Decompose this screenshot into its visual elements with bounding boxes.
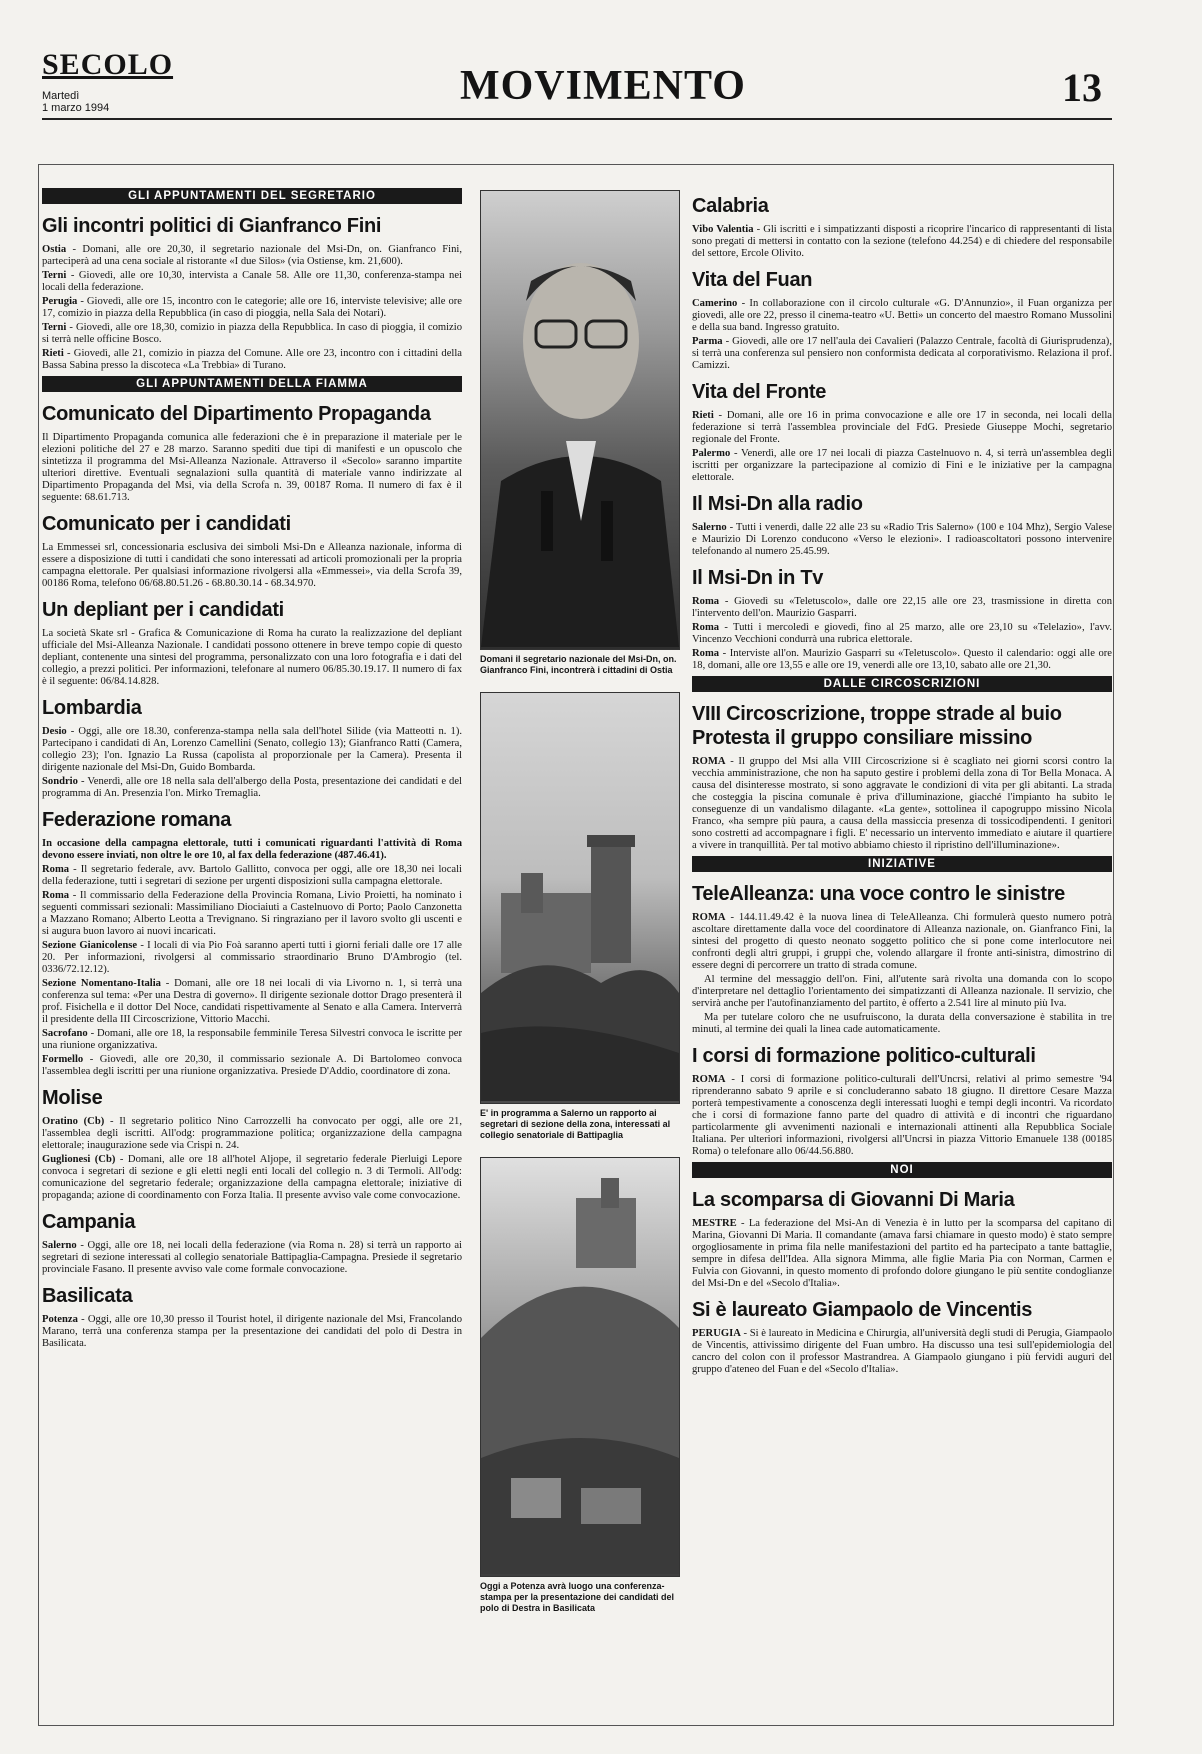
paragraph: [42, 940, 462, 976]
paragraph-lead: Roma: [692, 622, 720, 633]
paragraph-lead: Salerno: [692, 522, 727, 533]
paragraph: [42, 270, 462, 294]
paragraph-lead: Sacrofano: [42, 1028, 88, 1039]
paragraph: [692, 974, 1112, 1010]
article-title: Comunicato del Dipartimento Propaganda: [42, 403, 431, 425]
portrait-illustration: [481, 191, 679, 647]
paragraph-lead: Rieti: [42, 348, 64, 359]
paragraph-lead: Desio: [42, 726, 67, 737]
article-title: Vita del Fuan: [692, 269, 813, 291]
paragraph-lead: Salerno: [42, 1240, 77, 1251]
article-title: TeleAlleanza: una voce contro le sinistre: [692, 883, 1066, 905]
article-body: [692, 1218, 1112, 1290]
article-title: I corsi di formazione politico-culturali: [692, 1045, 1036, 1067]
paragraph-lead: Potenza: [42, 1314, 78, 1325]
paragraph-lead: Roma: [692, 596, 720, 607]
paragraph-lead: Oratino (Cb): [42, 1116, 105, 1127]
paragraph-lead: Sezione Nomentano-Italia: [42, 978, 161, 989]
article-body: [692, 522, 1112, 558]
paragraph: [692, 912, 1112, 972]
paragraph: [42, 726, 462, 774]
article-title: Il Msi-Dn in Tv: [692, 567, 824, 589]
page-number: 13: [1062, 65, 1102, 110]
section-bar: GLI APPUNTAMENTI DELLA FIAMMA: [42, 376, 462, 392]
paragraph-lead: Rieti: [692, 410, 714, 421]
paragraph-text: - Giovedì, alle ore 15, incontro con le categorie; alle ore 16, interviste televisive; alle ore 17, comizio in piazza della Repubblica (in caso di pioggia, nella Sala dei Notari).: [42, 296, 462, 319]
paragraph: [42, 348, 462, 372]
paragraph: [692, 648, 1112, 672]
right-column: [692, 186, 1112, 1716]
paragraph-lead: Parma: [692, 336, 723, 347]
paragraph: [42, 890, 462, 938]
photo-caption: Domani il segretario nazionale del Msi-Dn, on. Gianfranco Fini, incontrerà i cittadini di Ostia: [480, 654, 677, 675]
paragraph-text: - Venerdì, alle ore 17 nei locali di piazza Castelnuovo n. 4, si terrà un'assemblea degli iscritti per organizzare la partecipazione al comizio di Fini e le iniziative per la campagna elettorale.: [692, 448, 1112, 483]
paragraph-lead: Roma: [692, 648, 720, 659]
paragraph: [42, 1240, 462, 1276]
article-body: [692, 756, 1112, 852]
paragraph-text: - Giovedì, alle ore 17 nell'aula dei Cavalieri (Palazzo Centrale, facoltà di Giurisprudenza), si terrà una conferenza sul pensiero non conformista dedicata al corporativismo. Relaziona il prof. Camizzi.: [692, 336, 1112, 371]
paragraph-lead: Formello: [42, 1054, 84, 1065]
issue-date: 1 marzo 1994: [42, 102, 110, 114]
article-text: La Emmessei srl, concessionaria esclusiva dei simboli Msi-Dn e Alleanza nazionale, informa di essere a disposizione di tutti i candidati che sono interessati ad articoli promozionali per la propria campagna elettorale. Per qualsiasi informazione rivolgersi alla «Emmessei», via della Scrofa 39, 00186 Roma, telefono 06/68.80.51.26 - 68.80.30.14 - 68.34.970.: [42, 542, 462, 589]
article-body: [42, 864, 462, 1078]
paragraph-text: - Oggi, alle ore 10,30 presso il Tourist hotel, il dirigente nazionale del Msi, Francolando Marano, terrà una conferenza stampa per la presentazione dei candidati del polo di Destra in Basilicata.: [42, 1314, 462, 1349]
paragraph: [692, 1074, 1112, 1158]
paragraph-text: - Il gruppo del Msi alla VIII Circoscrizione si è scagliato nei giorni scorsi contro la vecchia amministrazione, che non ha saputo gestire i problemi della zona di Tor Bella Monaca. A causa del disinteresse mostrato, si sono aggravate le condizioni di vita per gli abitanti. La strada che costeggia la piscina comunale è priva d'illuminazione, giacché l'impianto ha subito le conseguenze di un vandalismo dilagante. «La gente», sottolinea il capogruppo missino Nicola Franco, «ha sempre più paura, a causa della massiccia presenza di tossicodipendenti. I genitori sono costretti ad accompagnare i figli. E' necessario un intervento immediato e aiutare il quartiere a vivere in tranquillità. Per tal motivo abbiamo chiesto il ripristino dell'illuminazione».: [692, 756, 1112, 851]
article-title: VIII Circoscrizione, troppe strade al buio Protesta il gruppo consiliare missino: [692, 703, 1062, 749]
paragraph: [692, 224, 1112, 260]
article-body: [42, 726, 462, 800]
paragraph-text: - Tutti i venerdì, dalle 22 alle 23 su «Radio Tris Salerno» (100 e 104 Mhz), Sergio Valese e Maurizio Di Lorenzo conducono «Verso le elezioni». I radioascoltatori possono intervenire telefonando al numero 25.45.99.: [692, 522, 1112, 557]
paragraph: [42, 978, 462, 1026]
paragraph-lead: Sezione Gianicolense: [42, 940, 138, 951]
paragraph-lead: Perugia: [42, 296, 78, 307]
paragraph: [42, 296, 462, 320]
article-body: [42, 1116, 462, 1202]
left-column: [42, 184, 462, 1714]
paragraph-lead: Sondrio: [42, 776, 78, 787]
article-body: [692, 1074, 1112, 1158]
section-bar: NOI: [692, 1162, 1112, 1178]
paragraph-text: - Interviste all'on. Maurizio Gasparri su «Teletuscolo». Questo il calendario: oggi alle ore 18, domani, alle ore 13,55 e alle ore 19, venerdì alle ore 13,10, sabato alle ore 21,30.: [692, 648, 1112, 671]
article-title: Federazione romana: [42, 809, 232, 831]
article-body: [692, 596, 1112, 672]
paragraph-text: - Giovedì su «Teletuscolo», dalle ore 22,15 alle ore 23, trasmissione in diretta con l'intervento dell'on. Maurizio Gasparri.: [692, 596, 1112, 619]
article-body: [42, 1240, 462, 1276]
paragraph-text: - I locali di via Pio Foà saranno aperti tutti i giorni feriali dalle ore 17 alle 20. Per informazioni, rivolgersi al commissario straordinario Bruno D'Ambrogio (tel. 0336/72.12.12).: [42, 940, 462, 975]
paragraph-lead: Vibo Valentia: [692, 224, 754, 235]
article-body: [692, 298, 1112, 372]
paragraph-lead: Roma: [42, 890, 70, 901]
paragraph-text: - Giovedì, alle ore 20,30, il commissario sezionale A. Di Bartolomeo convoca l'assemblea degli iscritti per una riunione organizzativa. Presiede D'Addio, coordinatore di zona.: [42, 1054, 462, 1077]
paragraph-text: - Domani, alle ore 18 nei locali di via Livorno n. 1, si terrà una conferenza sul tema: «Per una Destra di governo». Il dirigente sezionale dottor Drago presenterà il prof. Fisichella e il dottor Del Noce, candidati rispettivamente al Senato e alla Camera. Interverrà il presidente della III Circoscrizione, Vittorio Macchi.: [42, 978, 462, 1025]
paragraph-text: - Domani, alle ore 20,30, il segretario nazionale del Msi-Dn, on. Gianfranco Fini, parteciperà ad una cena sociale al ristorante «I due Silos» (via Ostiense, km. 21,600).: [42, 244, 462, 267]
paragraph: [692, 1328, 1112, 1376]
article-title: Molise: [42, 1087, 103, 1109]
paragraph-lead: Palermo: [692, 448, 731, 459]
paragraph-lead: Roma: [42, 864, 70, 875]
paragraph: [42, 1054, 462, 1078]
paragraph: [692, 622, 1112, 646]
article-title: Lombardia: [42, 697, 142, 719]
paragraph-lead: ROMA: [692, 1074, 726, 1085]
weekday: Martedì: [42, 90, 80, 102]
paragraph-text: - Domani, alle ore 16 in prima convocazione e alle ore 17 in seconda, nei locali della federazione si terrà l'assemblea provinciale del FdG. Presiede Giuseppe Mochi, segretario regionale del Fronte.: [692, 410, 1112, 445]
article-text: Il Dipartimento Propaganda comunica alle federazioni che è in preparazione il materiale per le elezioni politiche del 27 e 28 marzo. Saranno spediti due tipi di manifesti e un opuscolo che sintetizza il programma del Msi-Alleanza Nazionale. Attraverso il «Secolo» saranno impartite ulteriori direttive. Eventuali segnalazioni sulla quantità di materiale vanno indirizzate al Dipartimento Propaganda del Msi, via della Scrofa n. 39, 00187 Roma. Il numero di fax è il seguente: 68.61.713.: [42, 432, 462, 503]
section-bar: GLI APPUNTAMENTI DEL SEGRETARIO: [42, 188, 462, 204]
article-body: [42, 244, 462, 372]
paragraph-text: - Il commissario della Federazione della Provincia Romana, Livio Proietti, ha nominato i seguenti commissari sezionali: Massimiliano Diociaiuti a Castelnuovo di Porto; Paolo Canzonetta a Mazzano Romano; Alberto Leotta a Trevignano. Si ringraziano per il lavoro svolto gli uscenti e si augura buon lavoro ai nuovi incaricati.: [42, 890, 462, 937]
paragraph-text: - Tutti i mercoledì e giovedì, fino al 25 marzo, alle ore 23,10 su «Telelazio», l'avv. Vincenzo Vecchioni condurrà una rubrica elettorale.: [692, 622, 1112, 645]
paragraph-text: - Venerdì, alle ore 18 nella sala dell'albergo della Posta, presentazione dei candidati e del programma di An. Presenzia l'on. Mirko Tremaglia.: [42, 776, 462, 799]
paragraph: [42, 244, 462, 268]
article-body: [692, 224, 1112, 260]
paragraph-lead: ROMA: [692, 756, 726, 767]
paragraph-text: - Gli iscritti e i simpatizzanti disposti a ricoprire l'incarico di rappresentanti di lista sono pregati di mettersi in contatto con la sezione (telefono 44.254) e di chiedere del responsabile del settore, Ercole Olivito.: [692, 224, 1112, 259]
article-notice: In occasione della campagna elettorale, tutti i comunicati riguardanti l'attività di Roma devono essere inviati, non oltre le ore 10, al fax della federazione (487.46.41).: [42, 838, 462, 861]
paragraph-lead: Terni: [42, 322, 67, 333]
portrait-photo: [480, 190, 680, 650]
paragraph: [42, 1028, 462, 1052]
paragraph: [692, 596, 1112, 620]
paragraph: [42, 864, 462, 888]
paragraph-text: - In collaborazione con il circolo culturale «G. D'Annunzio», il Fuan organizza per giovedì, alle ore 22, presso il cinema-teatro «U. Betti» un concerto del maestro Romano Mussolini e della sua band. Ingresso gratuito.: [692, 298, 1112, 333]
paragraph: [692, 298, 1112, 334]
section-title: MOVIMENTO: [460, 63, 746, 109]
article-title: Si è laureato Giampaolo de Vincentis: [692, 1299, 1033, 1321]
paragraph-text: - Giovedì, alle 21, comizio in piazza del Comune. Alle ore 23, incontro con i cittadini della Bassa Sabina presso la discoteca «La Trebbia» di Turano.: [42, 348, 462, 371]
paragraph-text: - Il segretario politico Nino Carrozzelli ha convocato per oggi, alle ore 21, l'assemblea degli iscritti. All'odg: programmazione politica; organizzazione della campagna elettorale; inaugurazione sede via Crispi n. 24.: [42, 1116, 462, 1151]
paragraph-text: - Oggi, alle ore 18.30, conferenza-stampa nella sala dell'hotel Silide (via Matteotti n. 1). Partecipano i candidati di An, Lorenzo Camellini (Senato, collegio 13); Gianfranco Ratti (Camera, collegio 23); l'on. Ignazio La Russa (capolista al proporzionale per la Camera). Presenta il dirigente nazionale del Msi-Dn, Guido Bombarda.: [42, 726, 462, 773]
paragraph: [692, 410, 1112, 446]
paragraph-lead: PERUGIA: [692, 1328, 741, 1339]
article-title: La scomparsa di Giovanni Di Maria: [692, 1189, 1015, 1211]
article-body: [692, 410, 1112, 484]
paragraph-text: - La federazione del Msi-An di Venezia è in lutto per la scomparsa del capitano di Marina, Giovanni Di Maria. Il comandante (amava farsi chiamare in questo modo) è stato sempre orgogliosamente in prima fila nelle manifestazioni del partito ed ha partecipato a tante battaglie, sempre in difesa dell'Idea. Alla signora Mimma, alle figlie Maria Pia con Norman, Carmen e Fulvia con Giovanni, in questo momento di profondo dolore giungano le più sentite condoglianze del Msi-Dn e del «Secolo d'Italia».: [692, 1218, 1112, 1289]
paragraph-lead: Ostia: [42, 244, 67, 255]
article-body: [692, 912, 1112, 1036]
article-title: Campania: [42, 1211, 136, 1233]
photo-caption: Oggi a Potenza avrà luogo una conferenza-stampa per la presentazione dei candidati del polo di Destra in Basilicata: [480, 1581, 675, 1613]
photo-caption: E' in programma a Salerno un rapporto ai segretari di sezione della zona, interessati al collegio senatoriale di Battipaglia: [480, 1108, 671, 1140]
article-title: Basilicata: [42, 1285, 133, 1307]
paragraph-lead: Terni: [42, 270, 67, 281]
article-title: Comunicato per i candidati: [42, 513, 291, 535]
paragraph: [42, 322, 462, 346]
masthead: [42, 48, 1112, 118]
article-title: Vita del Fronte: [692, 381, 827, 403]
article-text: La società Skate srl - Grafica & Comunicazione di Roma ha curato la realizzazione del depliant ufficiale del Msi-Alleanza Nazionale. I candidati possono ottenere in breve tempo copie di questo depliant, contenente una sintesi del programma, personalizzato con una loro fotografia e i dati del collegio, a prezzi politici. Per informazioni, telefonare al numero 06/85.30.19.17. Il numero di fax è il seguente: 06/84.14.828.: [42, 628, 462, 687]
photo-column: [480, 190, 680, 1720]
paragraph: [692, 448, 1112, 484]
paragraph: [692, 756, 1112, 852]
paragraph-lead: ROMA: [692, 912, 726, 923]
paragraph: [692, 336, 1112, 372]
paragraph: [692, 522, 1112, 558]
paragraph-text: - Giovedì, alle ore 18,30, comizio in piazza della Repubblica. In caso di pioggia, il comizio si terrà nelle officine Bosco.: [42, 322, 462, 345]
paragraph-text: - I corsi di formazione politico-culturali dell'Uncrsi, relativi al primo semestre '94 riprenderanno sabato 9 aprile e si concluderanno sabato 18 giugno. Il direttore Cesare Mazza porterà tempestivamente a conoscenza degli interessati luoghi e tempi degli incontri. Va ricordato che i corsi di formazione fanno parte del quadro di attività e di incontri che riguardano particolarmente gli avvenimenti nazionali e internazionali attinenti alla Repubblica Sociale Italiana. Per ulteriori informazioni, rivolgersi all'Uncrsi in piazza Vittorio Emanuele 138 (00185 Roma) o telefonare allo 06/44.56.880.: [692, 1074, 1112, 1157]
castle-illustration: [481, 693, 679, 1101]
masthead-rule: [42, 118, 1112, 120]
paragraph-text: - 144.11.49.42 è la nuova linea di TeleAlleanza. Chi formulerà questo numero potrà ascoltare direttamente dalla voce del coordinatore di Alleanza nazionale, on. Gianfranco Fini, la sintesi del progetto di questo neonato soggetto politico che si pone come interlocutore nei confronti degli altri gruppi, i gruppi che, volendo allargare il fronte anti-sinistra, dimostrino di essere degni di percorrere un tratto di strada comune.: [692, 912, 1112, 971]
article-title: Un depliant per i candidati: [42, 599, 284, 621]
section-bar: DALLE CIRCOSCRIZIONI: [692, 676, 1112, 692]
paragraph-lead: Camerino: [692, 298, 738, 309]
paragraph-text: - Giovedì, alle ore 10,30, intervista a Canale 58. Alle ore 11,30, conferenza-stampa nei locali della federazione.: [42, 270, 462, 293]
paragraph: [42, 1314, 462, 1350]
paragraph: [42, 1116, 462, 1152]
section-bar: INIZIATIVE: [692, 856, 1112, 872]
article-body: [692, 1328, 1112, 1376]
paragraph-text: - Domani, alle ore 18, la responsabile femminile Teresa Silvestri convoca le iscritte per una riunione organizzativa.: [42, 1028, 462, 1051]
newspaper-logo: SECOLO: [42, 48, 174, 81]
article-title: Il Msi-Dn alla radio: [692, 493, 863, 515]
paragraph-text: - Oggi, alle ore 18, nei locali della federazione (via Roma n. 28) si terrà un rapporto ai segretari di sezione interessati al collegio senatoriale Battipaglia-Campagna. Presiede il segretario provinciale Fasano. Il presente avviso vale come formale convocazione.: [42, 1240, 462, 1275]
paragraph-text: - Domani, alle ore 18 all'hotel Aljope, il segretario federale Pierluigi Lepore convoca i segretari di sezione e gli eletti negli enti locali del collegio n. 3 di Termoli. All'odg: comunicazione del segretario federale; organizzazione della campagna elettorale; iniziative di propaganda; azione di coordinamento con Forza Italia. Il presente avviso vale come convocazione.: [42, 1154, 462, 1201]
hilltown-photo: [480, 1157, 680, 1577]
paragraph-lead: Guglionesi (Cb): [42, 1154, 116, 1165]
paragraph: [692, 1012, 1112, 1036]
paragraph: [692, 1218, 1112, 1290]
article-title: Gli incontri politici di Gianfranco Fini: [42, 215, 382, 237]
paragraph-lead: MESTRE: [692, 1218, 737, 1229]
article-body: [42, 1314, 462, 1350]
paragraph-text: Al termine del messaggio dell'on. Fini, all'utente sarà rivolta una domanda con lo scopo d'interpretare nel dettaglio l'orientamento dei simpatizzanti di Alleanza nazionale. Il servizio, che servirà anche per l'autofinanziamento del partito, è offerto a 2.541 lire al minuto più Iva.: [692, 974, 1112, 1009]
castle-photo: [480, 692, 680, 1104]
article-title: Calabria: [692, 195, 769, 217]
paragraph-text: - Si è laureato in Medicina e Chirurgia, all'università degli studi di Perugia, Giampaolo de Vincentis, attivissimo dirigente del Fuan umbro. Ha discusso una tesi sull'epidemiologia del cancro del colon con il professor Mastrandrea. A Giampaolo giungano i più fervidi auguri del gruppo d'ateneo del Fuan e del «Secolo d'Italia».: [692, 1328, 1112, 1375]
dateline: [42, 90, 109, 114]
paragraph: [42, 1154, 462, 1202]
paragraph: [42, 776, 462, 800]
paragraph-text: Ma per tutelare coloro che ne usufruiscono, la durata della conversazione è stabilita in tre minuti, al termine dei quali la linea cade automaticamente.: [692, 1012, 1112, 1035]
hilltown-illustration: [481, 1158, 679, 1574]
paragraph-text: - Il segretario federale, avv. Bartolo Gallitto, convoca per oggi, alle ore 18,30 nei locali della federazione, tutti i segretari di sezione per urgenti disposizioni sulla campagna elettorale.: [42, 864, 462, 887]
